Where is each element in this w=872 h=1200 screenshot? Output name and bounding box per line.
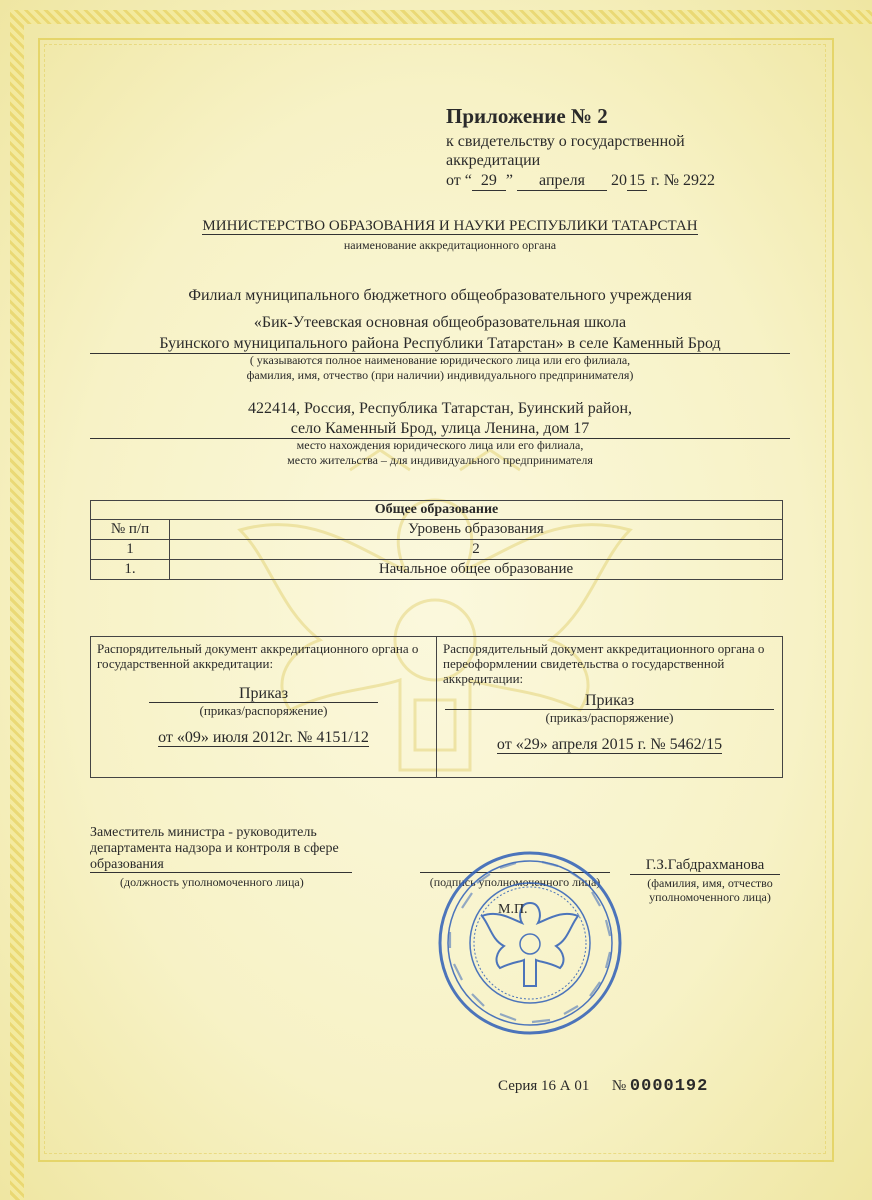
org-caption-line1: ( указываются полное наименование юридического лица или его филиала, [249,353,631,367]
serial-number-label: № [611,1078,627,1094]
levels-col-num: № п/п [91,520,170,540]
doc-reissue-cell [437,637,783,778]
level-row-name: Начальное общее образование [170,560,783,580]
date-day: 29 [472,172,506,191]
levels-idx-2: 2 [170,540,783,560]
signature-caption: (подпись уполномоченного лица) [429,875,601,889]
serial-number: 0000192 [629,1077,709,1096]
address-line1: 422414, Россия, Республика Татарстан, Буинский район, [247,400,633,417]
date-prefix: от “ [446,172,472,189]
date-mid: ” [505,172,513,189]
doc-right-caption: (приказ/распоряжение) [545,710,674,725]
doc-right-heading: Распорядительный документ аккредитационного органа о переоформлении свидетельства о государственной аккредитации: [443,641,765,686]
authority-name-text: МИНИСТЕРСТВО ОБРАЗОВАНИЯ И НАУКИ РЕСПУБЛИКИ ТАТАРСТАН [202,218,698,234]
address-caption-line2: место жительства – для индивидуального предпринимателя [287,453,593,467]
doc-right-date-text: от «29» апреля 2015 г. № 5462/15 [496,736,723,753]
authority-name [120,218,780,235]
doc-left-date [97,729,430,747]
doc-left-heading: Распорядительный документ аккредитационного органа о государственной аккредитации: [97,641,419,671]
serial-series: Серия 16 А 01 [498,1078,590,1094]
levels-table-title: Общее образование [91,501,783,520]
levels-idx-1: 1 [91,540,170,560]
table-row [91,560,783,580]
level-row-num: 1. [91,560,170,580]
appendix-subtitle: к свидетельству о государственной аккредитации [446,133,685,169]
position-caption: (должность уполномоченного лица) [120,875,304,889]
org-caption-line2: фамилия, имя, отчество (при наличии) индивидуального предпринимателя) [246,368,634,382]
doc-right-order [443,692,776,710]
doc-right-date [443,736,776,754]
date-number: г. № 2922 [651,172,716,189]
org-name-line2: «Бик-Утеевская основная общеобразовательная школа [253,314,627,331]
address-caption-line1: место нахождения юридического лица или его филиала, [296,438,584,452]
signatory-name-caption: (фамилия, имя, отчество уполномоченного лица) [647,876,773,904]
doc-accreditation-cell [91,637,437,778]
accreditation-documents-table [90,636,783,778]
official-seal-icon [432,848,628,1038]
education-levels-table [90,500,783,580]
appendix-date [446,172,715,191]
doc-left-order [97,685,430,703]
date-year-prefix: 20 [611,172,627,189]
signatory-position: Заместитель министра - руководитель департамента надзора и контроля в сфере образования [90,825,339,872]
doc-left-caption: (приказ/распоряжение) [199,703,328,718]
signatory-name: Г.З.Габдрахманова [630,857,780,875]
org-name-line3: Буинского муниципального района Республики Татарстан» в селе Каменный Брод [90,335,790,354]
org-name-line1: Филиал муниципального бюджетного общеобразовательного учреждения [188,287,692,304]
stamp-place: М.П. [498,902,528,917]
address-caption [90,438,790,468]
doc-left-order-text: Приказ [149,685,378,703]
position-underline [90,872,352,873]
appendix-title: Приложение № 2 [446,104,608,128]
address-line2: село Каменный Брод, улица Ленина, дом 17 [90,420,790,439]
certificate-serial [498,1077,708,1096]
doc-right-order-text: Приказ [445,692,774,710]
date-year-suffix: 15 [629,172,645,189]
date-month: апреля [517,172,607,191]
authority-caption: наименование аккредитационного органа [343,238,557,252]
levels-col-level: Уровень образования [170,520,783,540]
doc-left-date-text: от «09» июля 2012г. № 4151/12 [158,729,369,746]
org-caption [90,353,790,383]
